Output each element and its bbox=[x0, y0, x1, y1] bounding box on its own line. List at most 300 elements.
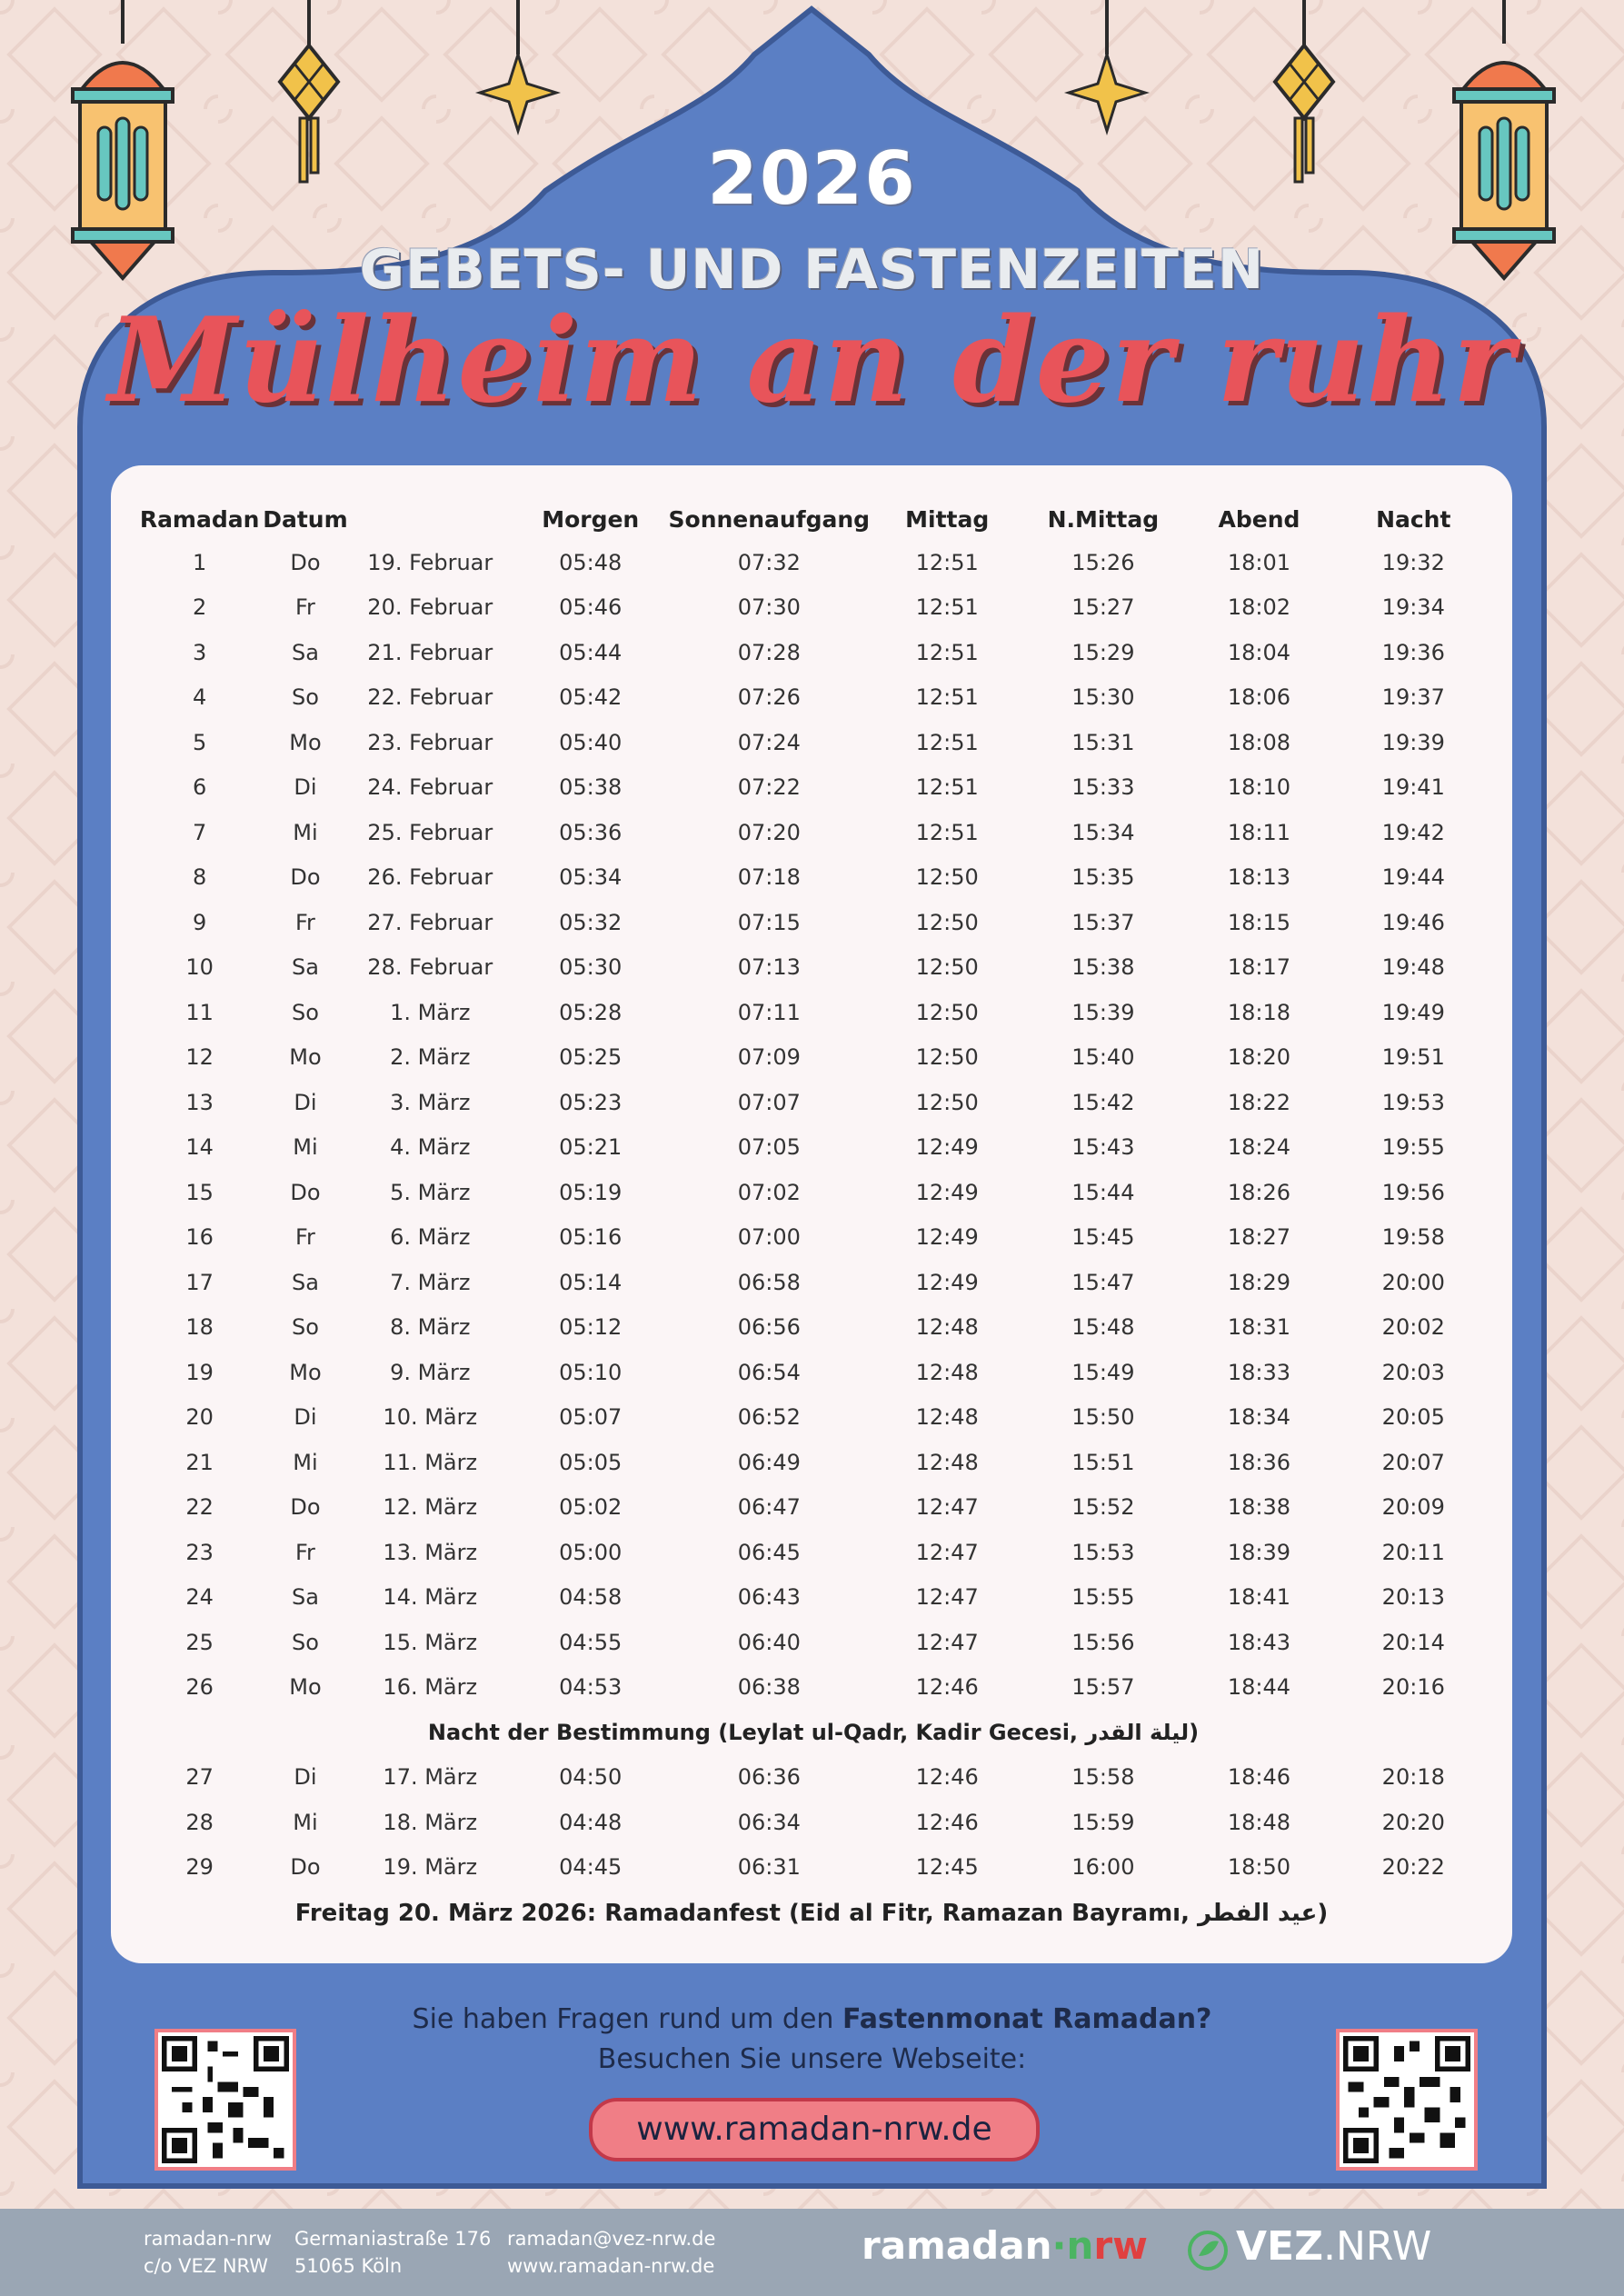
table-cell: 07:26 bbox=[737, 684, 801, 711]
table-cell: 20:07 bbox=[1381, 1449, 1445, 1475]
table-cell: 18:02 bbox=[1227, 594, 1291, 621]
table-cell: 12:50 bbox=[915, 1089, 979, 1115]
table-cell: 19:34 bbox=[1381, 594, 1445, 621]
table-cell: 07:18 bbox=[737, 864, 801, 891]
table-cell: 20:14 bbox=[1381, 1629, 1445, 1655]
website-link[interactable]: www.ramadan-nrw.de bbox=[589, 2098, 1040, 2161]
table-cell: 15:50 bbox=[1071, 1404, 1135, 1431]
table-cell: 18:22 bbox=[1227, 1089, 1291, 1115]
footer-email-link[interactable]: ramadan@vez-nrw.de bbox=[507, 2228, 716, 2250]
table-cell: 2. März bbox=[390, 1044, 471, 1071]
table-row bbox=[136, 1125, 1490, 1171]
table-cell: 19:44 bbox=[1381, 864, 1445, 891]
table-cell: 04:53 bbox=[559, 1674, 623, 1701]
table-cell: 15:30 bbox=[1071, 684, 1135, 711]
table-cell: Mi bbox=[293, 819, 318, 845]
column-header: Ramadan bbox=[139, 505, 260, 533]
table-cell: So bbox=[291, 1314, 319, 1341]
logo-text: · bbox=[1051, 2223, 1067, 2268]
table-cell: 18:08 bbox=[1227, 729, 1291, 755]
table-cell: 07:07 bbox=[737, 1089, 801, 1115]
table-cell: 15:43 bbox=[1071, 1134, 1135, 1161]
table-row bbox=[136, 1350, 1490, 1395]
table-row bbox=[136, 540, 1490, 585]
table-cell: 20:11 bbox=[1381, 1539, 1445, 1565]
table-cell: 06:45 bbox=[737, 1539, 801, 1565]
table-cell: 05:25 bbox=[559, 1044, 623, 1071]
year-heading: 2026 bbox=[707, 136, 917, 221]
footer-text: c/o VEZ NRW bbox=[144, 2255, 269, 2277]
table-row bbox=[136, 1305, 1490, 1351]
table-cell: 20 bbox=[185, 1404, 214, 1431]
table-cell: 15:38 bbox=[1071, 954, 1135, 981]
table-cell: 18 bbox=[185, 1314, 214, 1341]
table-cell: 15:52 bbox=[1071, 1494, 1135, 1521]
logo-text: n bbox=[1066, 2223, 1094, 2268]
table-cell: 20:16 bbox=[1381, 1674, 1445, 1701]
table-cell: 19:56 bbox=[1381, 1179, 1445, 1205]
table-cell: 26. Februar bbox=[367, 864, 493, 891]
table-cell: 06:38 bbox=[737, 1674, 801, 1701]
table-cell: 15:53 bbox=[1071, 1539, 1135, 1565]
table-cell: 05:12 bbox=[559, 1314, 623, 1341]
table-cell: 20:18 bbox=[1381, 1764, 1445, 1791]
table-cell: Fr bbox=[294, 594, 315, 621]
table-cell: 15:29 bbox=[1071, 639, 1135, 665]
table-cell: 18. März bbox=[383, 1809, 478, 1835]
table-cell: 11. März bbox=[383, 1449, 478, 1475]
footer-web-link[interactable]: www.ramadan-nrw.de bbox=[507, 2255, 715, 2277]
table-cell: 19. Februar bbox=[367, 549, 493, 575]
table-cell: Mi bbox=[293, 1809, 318, 1835]
table-cell: 20:09 bbox=[1381, 1494, 1445, 1521]
column-header: Morgen bbox=[542, 505, 640, 533]
table-row bbox=[136, 1080, 1490, 1125]
table-cell: 12:51 bbox=[915, 684, 979, 711]
table-row bbox=[136, 1440, 1490, 1485]
table-cell: 18:20 bbox=[1227, 1044, 1291, 1071]
table-cell: 12 bbox=[185, 1044, 214, 1071]
table-cell: 16. März bbox=[383, 1674, 478, 1701]
table-cell: 05:00 bbox=[559, 1539, 623, 1565]
table-row bbox=[136, 765, 1490, 811]
table-cell: 12:49 bbox=[915, 1224, 979, 1251]
table-cell: 19:36 bbox=[1381, 639, 1445, 665]
footer-contact bbox=[507, 2225, 715, 2280]
table-cell: 07:09 bbox=[737, 1044, 801, 1071]
table-cell: 21. Februar bbox=[367, 639, 493, 665]
table-cell: 12:51 bbox=[915, 774, 979, 801]
subtitle-heading: GEBETS- UND FASTENZEITEN bbox=[359, 238, 1265, 302]
table-cell: 06:31 bbox=[737, 1854, 801, 1881]
crescent-icon bbox=[782, 64, 845, 145]
table-cell: 18:04 bbox=[1227, 639, 1291, 665]
table-cell: 12:49 bbox=[915, 1134, 979, 1161]
table-row bbox=[136, 1620, 1490, 1665]
table-cell: 05:14 bbox=[559, 1269, 623, 1295]
table-cell: 2 bbox=[192, 594, 207, 621]
table-cell: 15:33 bbox=[1071, 774, 1135, 801]
table-cell: 19:32 bbox=[1381, 549, 1445, 575]
table-row bbox=[136, 990, 1490, 1035]
table-cell: 25 bbox=[185, 1629, 214, 1655]
column-header: Sonnenaufgang bbox=[668, 505, 871, 533]
table-cell: 12:48 bbox=[915, 1359, 979, 1385]
table-cell: 9 bbox=[192, 909, 207, 935]
table-cell: 20:03 bbox=[1381, 1359, 1445, 1385]
table-row bbox=[136, 1215, 1490, 1261]
table-cell: 12:50 bbox=[915, 864, 979, 891]
table-cell: 15. März bbox=[383, 1629, 478, 1655]
table-cell: 24 bbox=[185, 1584, 214, 1611]
table-cell: 1 bbox=[192, 549, 207, 575]
table-cell: 07:22 bbox=[737, 774, 801, 801]
table-cell: 06:43 bbox=[737, 1584, 801, 1611]
table-cell: Di bbox=[294, 774, 317, 801]
table-cell: 05:38 bbox=[559, 774, 623, 801]
table-cell: Mo bbox=[289, 1674, 322, 1701]
table-cell: 18:11 bbox=[1227, 819, 1291, 845]
logo-text: ramadan bbox=[862, 2223, 1052, 2268]
column-header: Datum bbox=[263, 505, 348, 533]
table-cell: Sa bbox=[291, 1269, 319, 1295]
table-cell: Mo bbox=[289, 1044, 322, 1071]
table-row bbox=[136, 810, 1490, 855]
table-cell: Di bbox=[294, 1089, 317, 1115]
table-cell: 12:45 bbox=[915, 1854, 979, 1881]
table-cell: Do bbox=[290, 1854, 321, 1881]
logo-text: VEZ bbox=[1236, 2223, 1324, 2270]
table-cell: 20:13 bbox=[1381, 1584, 1445, 1611]
table-cell: 14. März bbox=[383, 1584, 478, 1611]
table-cell: 18:01 bbox=[1227, 549, 1291, 575]
table-cell: 22. Februar bbox=[367, 684, 493, 711]
table-cell: 18:46 bbox=[1227, 1764, 1291, 1791]
table-cell: 7 bbox=[192, 819, 207, 845]
table-cell: 1. März bbox=[390, 999, 471, 1025]
table-cell: Di bbox=[294, 1764, 317, 1791]
table-cell: 18:48 bbox=[1227, 1809, 1291, 1835]
table-cell: 14 bbox=[185, 1134, 214, 1161]
table-cell: 23. Februar bbox=[367, 729, 493, 755]
footer-address-street bbox=[294, 2225, 491, 2280]
table-cell: Do bbox=[290, 1179, 321, 1205]
table-cell: 15:59 bbox=[1071, 1809, 1135, 1835]
table-cell: 27 bbox=[185, 1764, 214, 1791]
info-line1: Sie haben Fragen rund um den bbox=[412, 2003, 842, 2035]
table-cell: 15:47 bbox=[1071, 1269, 1135, 1295]
table-cell: 15:37 bbox=[1071, 909, 1135, 935]
table-row bbox=[136, 855, 1490, 901]
column-header: N.Mittag bbox=[1047, 505, 1160, 533]
table-cell: 4 bbox=[192, 684, 207, 711]
table-cell: 19:46 bbox=[1381, 909, 1445, 935]
table-cell: 18:18 bbox=[1227, 999, 1291, 1025]
eid-note: Freitag 20. März 2026: Ramadanfest (Eid al Fitr, Ramazan Bayramı, عيد الفطر) bbox=[294, 1900, 1329, 1927]
table-cell: 19:41 bbox=[1381, 774, 1445, 801]
table-cell: 12:47 bbox=[915, 1494, 979, 1521]
table-cell: 19:37 bbox=[1381, 684, 1445, 711]
table-cell: 05:36 bbox=[559, 819, 623, 845]
table-cell: 16 bbox=[185, 1224, 214, 1251]
table-cell: 04:55 bbox=[559, 1629, 623, 1655]
table-cell: 19:42 bbox=[1381, 819, 1445, 845]
table-cell: 12:51 bbox=[915, 549, 979, 575]
qr-code-icon[interactable] bbox=[1336, 2029, 1478, 2171]
table-cell: 18:36 bbox=[1227, 1449, 1291, 1475]
table-row bbox=[136, 630, 1490, 675]
table-cell: 3. März bbox=[390, 1089, 471, 1115]
table-cell: 07:00 bbox=[737, 1224, 801, 1251]
ramadan-nrw-logo bbox=[862, 2223, 1148, 2268]
table-cell: 06:54 bbox=[737, 1359, 801, 1385]
table-cell: 8. März bbox=[390, 1314, 471, 1341]
table-cell: 6. März bbox=[390, 1224, 471, 1251]
table-cell: Mi bbox=[293, 1449, 318, 1475]
table-cell: 18:41 bbox=[1227, 1584, 1291, 1611]
table-cell: 07:24 bbox=[737, 729, 801, 755]
table-cell: 12:47 bbox=[915, 1629, 979, 1655]
table-cell: 18:34 bbox=[1227, 1404, 1291, 1431]
table-cell: 18:13 bbox=[1227, 864, 1291, 891]
table-cell: 04:58 bbox=[559, 1584, 623, 1611]
table-row bbox=[136, 1845, 1490, 1891]
table-cell: 16:00 bbox=[1071, 1854, 1135, 1881]
table-cell: 15:55 bbox=[1071, 1584, 1135, 1611]
table-cell: 12:48 bbox=[915, 1404, 979, 1431]
table-cell: 18:31 bbox=[1227, 1314, 1291, 1341]
table-cell: 17. März bbox=[383, 1764, 478, 1791]
table-cell: 27. Februar bbox=[367, 909, 493, 935]
table-cell: Sa bbox=[291, 1584, 319, 1611]
table-cell: 28 bbox=[185, 1809, 214, 1835]
table-cell: 12:46 bbox=[915, 1674, 979, 1701]
table-cell: 20:05 bbox=[1381, 1404, 1445, 1431]
star-icon bbox=[1061, 0, 1152, 155]
table-cell: 10. März bbox=[383, 1404, 478, 1431]
table-cell: 12:51 bbox=[915, 639, 979, 665]
table-cell: 10 bbox=[185, 954, 214, 981]
table-cell: Sa bbox=[291, 639, 319, 665]
table-row bbox=[136, 1485, 1490, 1531]
table-cell: 15:34 bbox=[1071, 819, 1135, 845]
table-cell: 07:05 bbox=[737, 1134, 801, 1161]
table-cell: 24. Februar bbox=[367, 774, 493, 801]
table-cell: 4. März bbox=[390, 1134, 471, 1161]
table-cell: 5 bbox=[192, 729, 207, 755]
table-cell: 13. März bbox=[383, 1539, 478, 1565]
table-cell: 15:40 bbox=[1071, 1044, 1135, 1071]
table-cell: 07:30 bbox=[737, 594, 801, 621]
table-cell: 18:44 bbox=[1227, 1674, 1291, 1701]
table-cell: Do bbox=[290, 1494, 321, 1521]
table-cell: 18:27 bbox=[1227, 1224, 1291, 1251]
table-cell: 12:48 bbox=[915, 1449, 979, 1475]
table-cell: 05:42 bbox=[559, 684, 623, 711]
table-cell: 15 bbox=[185, 1179, 214, 1205]
table-cell: Fr bbox=[294, 1224, 315, 1251]
table-cell: 05:05 bbox=[559, 1449, 623, 1475]
column-header bbox=[348, 498, 513, 540]
table-cell: 23 bbox=[185, 1539, 214, 1565]
table-cell: 28. Februar bbox=[367, 954, 493, 981]
table-row bbox=[136, 945, 1490, 991]
table-cell: Do bbox=[290, 549, 321, 575]
table-cell: 05:23 bbox=[559, 1089, 623, 1115]
table-cell: 9. März bbox=[390, 1359, 471, 1385]
footer-text: Germaniastraße 176 bbox=[294, 2228, 492, 2250]
vez-leaf-icon bbox=[1186, 2229, 1230, 2272]
table-cell: 15:42 bbox=[1071, 1089, 1135, 1115]
city-heading: Mülheim an der ruhr bbox=[108, 293, 1516, 429]
logo-text: w bbox=[1112, 2223, 1148, 2268]
table-cell: 15:56 bbox=[1071, 1629, 1135, 1655]
table-cell: 18:15 bbox=[1227, 909, 1291, 935]
table-row bbox=[136, 720, 1490, 765]
footer-address-name bbox=[144, 2225, 272, 2280]
table-cell: 15:48 bbox=[1071, 1314, 1135, 1341]
table-cell: 15:51 bbox=[1071, 1449, 1135, 1475]
table-cell: 29 bbox=[185, 1854, 214, 1881]
star-icon bbox=[473, 0, 563, 155]
table-cell: 15:35 bbox=[1071, 864, 1135, 891]
table-row bbox=[136, 1575, 1490, 1621]
table-cell: 05:34 bbox=[559, 864, 623, 891]
table-cell: 15:39 bbox=[1071, 999, 1135, 1025]
table-cell: 18:24 bbox=[1227, 1134, 1291, 1161]
table-cell: 07:02 bbox=[737, 1179, 801, 1205]
table-cell: 07:13 bbox=[737, 954, 801, 981]
table-cell: 19:58 bbox=[1381, 1224, 1445, 1251]
table-cell: 12:48 bbox=[915, 1314, 979, 1341]
table-cell: 05:46 bbox=[559, 594, 623, 621]
table-cell: Sa bbox=[291, 954, 319, 981]
table-cell: 8 bbox=[192, 864, 207, 891]
footer-text: ramadan-nrw bbox=[144, 2228, 273, 2250]
table-cell: 05:21 bbox=[559, 1134, 623, 1161]
table-cell: 19:55 bbox=[1381, 1134, 1445, 1161]
column-header: Mittag bbox=[905, 505, 990, 533]
table-cell: 15:31 bbox=[1071, 729, 1135, 755]
table-cell: 19:51 bbox=[1381, 1044, 1445, 1071]
table-cell: Do bbox=[290, 864, 321, 891]
table-cell: 13 bbox=[185, 1089, 214, 1115]
column-header: Abend bbox=[1218, 505, 1300, 533]
table-row bbox=[136, 1035, 1490, 1081]
table-cell: 18:50 bbox=[1227, 1854, 1291, 1881]
table-cell: 18:43 bbox=[1227, 1629, 1291, 1655]
table-cell: 20:22 bbox=[1381, 1854, 1445, 1881]
table-cell: 12:51 bbox=[915, 594, 979, 621]
table-cell: 15:27 bbox=[1071, 594, 1135, 621]
table-cell: 15:58 bbox=[1071, 1764, 1135, 1791]
table-cell: 05:32 bbox=[559, 909, 623, 935]
table-cell: 05:48 bbox=[559, 549, 623, 575]
table-cell: 12:47 bbox=[915, 1584, 979, 1611]
table-cell: 20. Februar bbox=[367, 594, 493, 621]
table-cell: Fr bbox=[294, 909, 315, 935]
table-row bbox=[136, 1755, 1490, 1801]
table-cell: So bbox=[291, 999, 319, 1025]
table-cell: 07:32 bbox=[737, 549, 801, 575]
table-cell: 04:45 bbox=[559, 1854, 623, 1881]
table-cell: 19. März bbox=[383, 1854, 478, 1881]
table-row bbox=[136, 1530, 1490, 1575]
table-cell: 26 bbox=[185, 1674, 214, 1701]
table-cell: 12:51 bbox=[915, 729, 979, 755]
table-cell: 05:07 bbox=[559, 1404, 623, 1431]
table-cell: 17 bbox=[185, 1269, 214, 1295]
table-cell: 19:48 bbox=[1381, 954, 1445, 981]
table-cell: 12:49 bbox=[915, 1179, 979, 1205]
table-cell: 12:50 bbox=[915, 1044, 979, 1071]
table-cell: 20:02 bbox=[1381, 1314, 1445, 1341]
table-cell: 06:49 bbox=[737, 1449, 801, 1475]
table-cell: 18:29 bbox=[1227, 1269, 1291, 1295]
table-cell: Di bbox=[294, 1404, 317, 1431]
info-line2: Besuchen Sie unsere Webseite: bbox=[597, 2043, 1027, 2075]
table-cell: 20:00 bbox=[1381, 1269, 1445, 1295]
prayer-times-table bbox=[136, 498, 1490, 1890]
table-cell: 06:34 bbox=[737, 1809, 801, 1835]
table-cell: 05:40 bbox=[559, 729, 623, 755]
table-cell: Mo bbox=[289, 1359, 322, 1385]
table-header-row bbox=[136, 498, 1490, 540]
table-cell: 07:20 bbox=[737, 819, 801, 845]
table-cell: 18:26 bbox=[1227, 1179, 1291, 1205]
table-cell: Fr bbox=[294, 1539, 315, 1565]
table-cell: 12:50 bbox=[915, 909, 979, 935]
table-cell: 05:16 bbox=[559, 1224, 623, 1251]
table-row bbox=[136, 1665, 1490, 1711]
table-cell: 19:53 bbox=[1381, 1089, 1445, 1115]
table-cell: 12:46 bbox=[915, 1809, 979, 1835]
table-cell: 04:50 bbox=[559, 1764, 623, 1791]
table-cell: 05:19 bbox=[559, 1179, 623, 1205]
table-cell: 19 bbox=[185, 1359, 214, 1385]
table-cell: 06:36 bbox=[737, 1764, 801, 1791]
table-row bbox=[136, 675, 1490, 721]
table-cell: Mo bbox=[289, 729, 322, 755]
table-cell: 12:47 bbox=[915, 1539, 979, 1565]
footer-text: 51065 Köln bbox=[294, 2255, 403, 2277]
table-cell: So bbox=[291, 684, 319, 711]
table-cell: 15:49 bbox=[1071, 1359, 1135, 1385]
qadr-note: Nacht der Bestimmung (Leylat ul-Qadr, Kadir Gecesi, ليلة القدر) bbox=[427, 1719, 1200, 1745]
table-cell: 06:56 bbox=[737, 1314, 801, 1341]
info-line1-bold: Fastenmonat Ramadan? bbox=[842, 2003, 1212, 2035]
table-row bbox=[136, 900, 1490, 945]
table-cell: 12:49 bbox=[915, 1269, 979, 1295]
table-cell: 6 bbox=[192, 774, 207, 801]
table-cell: 12:50 bbox=[915, 999, 979, 1025]
table-cell: 15:57 bbox=[1071, 1674, 1135, 1701]
table-cell: 12. März bbox=[383, 1494, 478, 1521]
table-cell: 07:15 bbox=[737, 909, 801, 935]
qr-code-icon[interactable] bbox=[154, 2029, 296, 2171]
table-row bbox=[136, 1260, 1490, 1305]
table-cell: 05:10 bbox=[559, 1359, 623, 1385]
table-cell: 15:44 bbox=[1071, 1179, 1135, 1205]
table-row bbox=[136, 585, 1490, 631]
table-cell: 3 bbox=[192, 639, 207, 665]
table-cell: 18:17 bbox=[1227, 954, 1291, 981]
table-cell: 06:58 bbox=[737, 1269, 801, 1295]
column-header: Nacht bbox=[1376, 505, 1451, 533]
table-cell: 18:33 bbox=[1227, 1359, 1291, 1385]
table-cell: 06:47 bbox=[737, 1494, 801, 1521]
table-cell: 11 bbox=[185, 999, 214, 1025]
